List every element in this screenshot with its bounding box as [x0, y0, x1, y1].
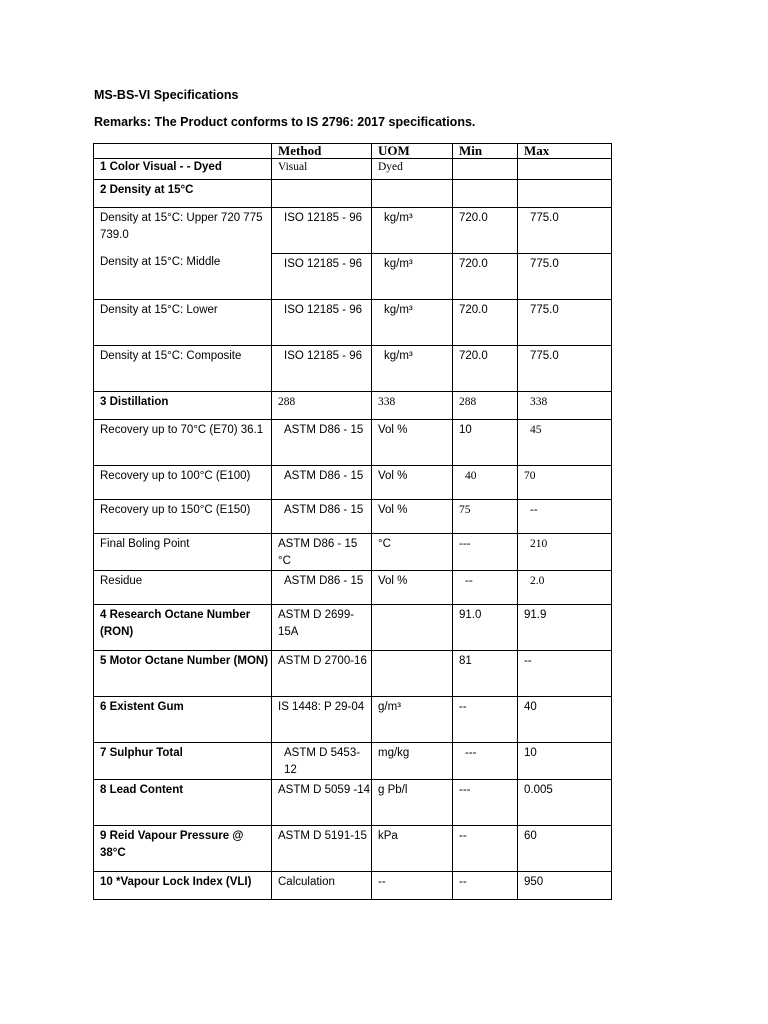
table-row: [94, 159, 612, 180]
row-method: Visual: [272, 159, 372, 180]
row-method: ASTM D86 - 15 °C: [272, 534, 372, 571]
row-max: [518, 180, 612, 208]
row-method: Calculation: [272, 872, 372, 900]
row-parameter: Density at 15°C: Upper 720 775 739.0: [100, 212, 263, 241]
remarks-text: Remarks: The Product conforms to IS 2796: 2017 specifications.: [94, 115, 476, 129]
row-uom: kg/m³: [372, 208, 453, 254]
row-min: --: [453, 872, 518, 900]
row-max: --: [518, 651, 612, 697]
table-row: [94, 466, 612, 500]
row-min: ---: [453, 534, 518, 571]
row-parameter: Final Boling Point: [94, 534, 272, 571]
row-max: 45: [518, 420, 612, 466]
header-max: Max: [518, 144, 612, 159]
row-method: ASTM D86 - 15: [272, 571, 372, 605]
row-max: 2.0: [518, 571, 612, 605]
row-uom: [372, 605, 453, 651]
row-parameter: 3 Distillation: [94, 392, 272, 420]
row-uom: [372, 651, 453, 697]
row-min: 40: [453, 466, 518, 500]
row-min: 720.0: [453, 300, 518, 346]
row-parameter: 9 Reid Vapour Pressure @ 38°C: [94, 826, 272, 872]
row-max: 0.005: [518, 780, 612, 826]
table-row: [94, 500, 612, 534]
table-row: [94, 605, 612, 651]
row-max: 775.0: [518, 300, 612, 346]
table-row: [94, 420, 612, 466]
row-parameter: 7 Sulphur Total: [94, 743, 272, 780]
row-max: 10: [518, 743, 612, 780]
row-min: [453, 180, 518, 208]
row-min: 720.0: [453, 208, 518, 254]
row-uom: kg/m³: [372, 300, 453, 346]
row-min: 10: [453, 420, 518, 466]
row-max: 40: [518, 697, 612, 743]
row-method: ASTM D86 - 15: [272, 466, 372, 500]
row-method: IS 1448: P 29-04: [272, 697, 372, 743]
row-min: --: [453, 571, 518, 605]
row-method: ASTM D 5453-12: [272, 743, 372, 780]
row-parameter: Recovery up to 100°C (E100): [94, 466, 272, 500]
header-min: Min: [453, 144, 518, 159]
row-max: 60: [518, 826, 612, 872]
row-min: --: [453, 697, 518, 743]
row-max: 775.0: [518, 208, 612, 254]
table-row: [94, 534, 612, 571]
row-uom: --: [372, 872, 453, 900]
table-row: [94, 872, 612, 900]
row-min: 75: [453, 500, 518, 534]
table-row: [94, 743, 612, 780]
row-uom: Vol %: [372, 466, 453, 500]
row-min: [453, 159, 518, 180]
row-method: ASTM D86 - 15: [272, 420, 372, 466]
row-max: 91.9: [518, 605, 612, 651]
header-uom: UOM: [372, 144, 453, 159]
row-uom: g Pb/l: [372, 780, 453, 826]
row-parameter: Density at 15°C: Lower: [94, 300, 272, 346]
row-method: ISO 12185 - 96: [272, 346, 372, 392]
row-uom: Vol %: [372, 571, 453, 605]
row-min: ---: [453, 743, 518, 780]
row-uom: kg/m³: [372, 254, 453, 300]
row-max: 210: [518, 534, 612, 571]
row-method: 288: [272, 392, 372, 420]
table-row: [94, 571, 612, 605]
row-min: 720.0: [453, 346, 518, 392]
row-parameter: Density at 15°C: Middle: [100, 256, 221, 268]
row-method: ASTM D 5191-15: [272, 826, 372, 872]
row-uom: Vol %: [372, 500, 453, 534]
table-row: [94, 392, 612, 420]
row-max: [518, 159, 612, 180]
header-parameter: [94, 144, 272, 159]
row-uom: g/m³: [372, 697, 453, 743]
row-uom: Vol %: [372, 420, 453, 466]
row-uom: kPa: [372, 826, 453, 872]
row-parameter: Recovery up to 150°C (E150): [94, 500, 272, 534]
row-max: 70: [518, 466, 612, 500]
row-min: --: [453, 826, 518, 872]
row-uom: Dyed: [372, 159, 453, 180]
row-uom: 338: [372, 392, 453, 420]
row-method: ISO 12185 - 96: [272, 254, 372, 300]
table-header-row: [94, 144, 612, 159]
specifications-table: [93, 143, 612, 900]
row-uom: °C: [372, 534, 453, 571]
row-parameter: 2 Density at 15°C: [94, 180, 272, 208]
row-min: 720.0: [453, 254, 518, 300]
row-max: 338: [518, 392, 612, 420]
row-method: ASTM D 2700-16: [272, 651, 372, 697]
row-method: ASTM D86 - 15: [272, 500, 372, 534]
row-method: ISO 12185 - 96: [272, 300, 372, 346]
table-row: [94, 697, 612, 743]
header-method: Method: [272, 144, 372, 159]
row-parameter-group: [94, 208, 272, 300]
row-max: 775.0: [518, 254, 612, 300]
row-min: ---: [453, 780, 518, 826]
row-max: --: [518, 500, 612, 534]
row-max: 950: [518, 872, 612, 900]
document-title: MS-BS-VI Specifications: [94, 88, 239, 102]
row-method: ASTM D 5059 -14: [272, 780, 372, 826]
row-min: 288: [453, 392, 518, 420]
row-min: 81: [453, 651, 518, 697]
row-parameter: Residue: [94, 571, 272, 605]
row-parameter: 6 Existent Gum: [94, 697, 272, 743]
table-row: [94, 780, 612, 826]
row-parameter: Recovery up to 70°C (E70) 36.1: [94, 420, 272, 466]
row-parameter: 1 Color Visual - - Dyed: [94, 159, 272, 180]
row-method: ASTM D 2699-15A: [272, 605, 372, 651]
row-method: [272, 180, 372, 208]
row-uom: mg/kg: [372, 743, 453, 780]
table-row: [94, 651, 612, 697]
table-row: [94, 180, 612, 208]
table-row: [94, 826, 612, 872]
row-max: 775.0: [518, 346, 612, 392]
table-row: [94, 346, 612, 392]
row-parameter: Density at 15°C: Composite: [94, 346, 272, 392]
row-parameter: 4 Research Octane Number (RON): [94, 605, 272, 651]
table-row: [94, 300, 612, 346]
table-row: [94, 208, 612, 254]
row-method: ISO 12185 - 96: [272, 208, 372, 254]
row-parameter: 8 Lead Content: [94, 780, 272, 826]
row-parameter: 5 Motor Octane Number (MON): [94, 651, 272, 697]
row-uom: kg/m³: [372, 346, 453, 392]
row-parameter: 10 *Vapour Lock Index (VLI): [94, 872, 272, 900]
row-min: 91.0: [453, 605, 518, 651]
row-uom: [372, 180, 453, 208]
